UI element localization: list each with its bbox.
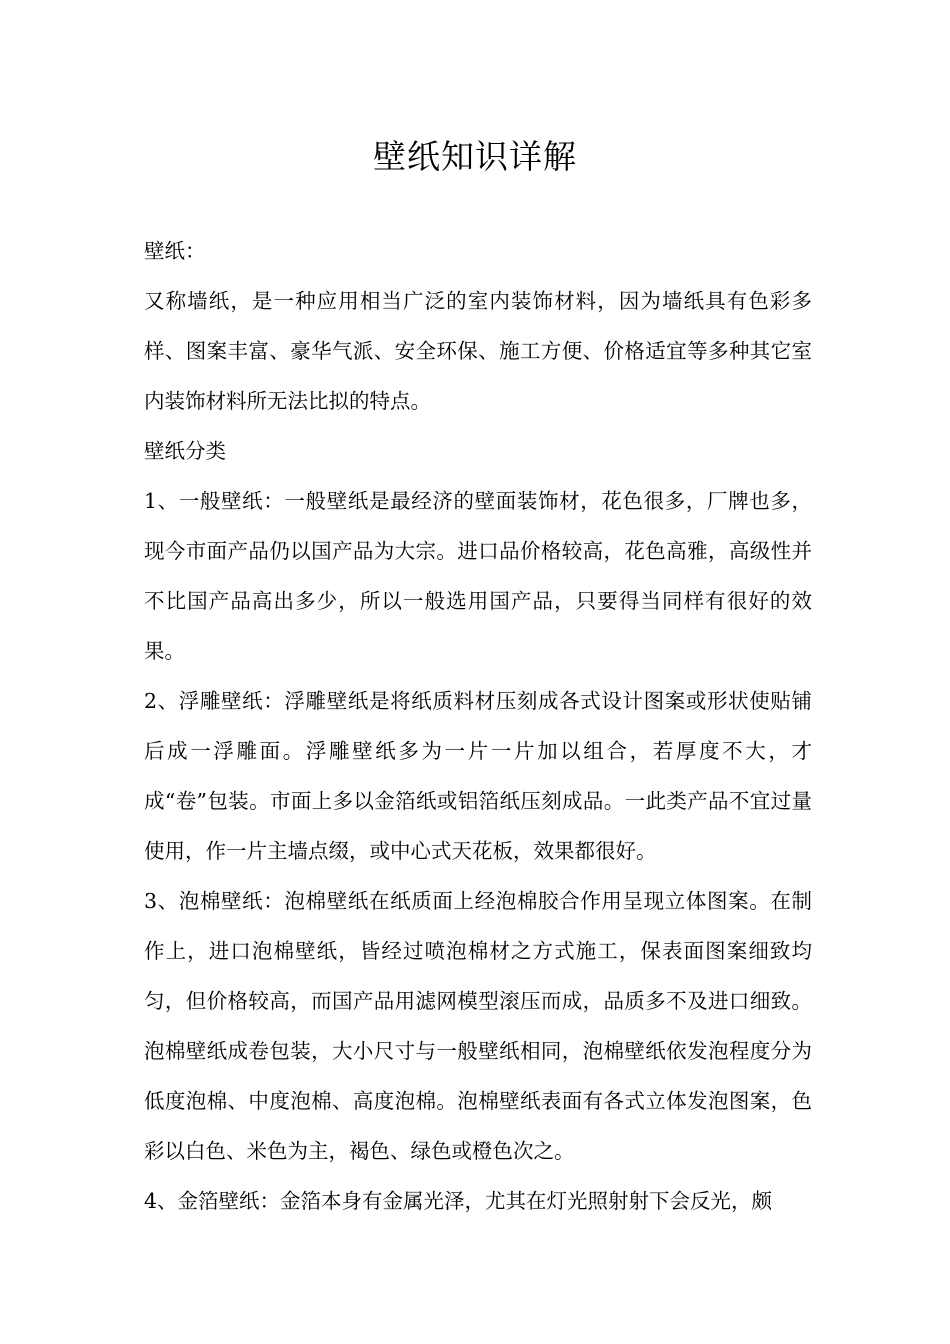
- paragraph-general-wallpaper: 1、一般壁纸：一般壁纸是最经济的壁面装饰材，花色很多，厂牌也多，现今市面产品仍以国产品为大宗。进口品价格较高，花色高雅，高级性并不比国产品高出多少，所以一般选用国产品，只要得当同样有很好的效果。: [144, 489, 812, 663]
- paragraph-embossed-wallpaper: 2、浮雕壁纸：浮雕壁纸是将纸质料材压刻成各式设计图案或形状使贴铺后成一浮雕面。浮雕壁纸多为一片一片加以组合，若厚度不大，才成“卷”包装。市面上多以金箔纸或铝箔纸压刻成品。一此类产品不宜过量使用，作一片主墙点缀，或中心式天花板，效果都很好。: [144, 689, 812, 863]
- paragraph-definition: 又称墙纸，是一种应用相当广泛的室内装饰材料，因为墙纸具有色彩多样、图案丰富、豪华气派、安全环保、施工方便、价格适宜等多种其它室内装饰材料所无法比拟的特点。: [144, 289, 812, 413]
- document-body: [144, 226, 812, 1226]
- paragraph-heading-wallpaper: 壁纸：: [144, 239, 206, 263]
- paragraph-gold-foil-wallpaper: 4、金箔壁纸：金箔本身有金属光泽，尤其在灯光照射射下会反光，颇: [144, 1189, 773, 1213]
- page-title: 壁纸知识详解: [373, 137, 577, 176]
- paragraph-heading-classification: 壁纸分类: [144, 439, 226, 463]
- paragraph-foam-wallpaper: 3、泡棉壁纸：泡棉壁纸在纸质面上经泡棉胶合作用呈现立体图案。在制作上，进口泡棉壁纸，皆经过喷泡棉材之方式施工，保表面图案细致均匀，但价格较高，而国产品用滤网模型滚压而成，品质多不及进口细致。泡棉壁纸成卷包装，大小尺寸与一般壁纸相同，泡棉壁纸依发泡程度分为低度泡棉、中度泡棉、高度泡棉。泡棉壁纸表面有各式立体发泡图案，色彩以白色、米色为主，褐色、绿色或橙色次之。: [144, 889, 812, 1163]
